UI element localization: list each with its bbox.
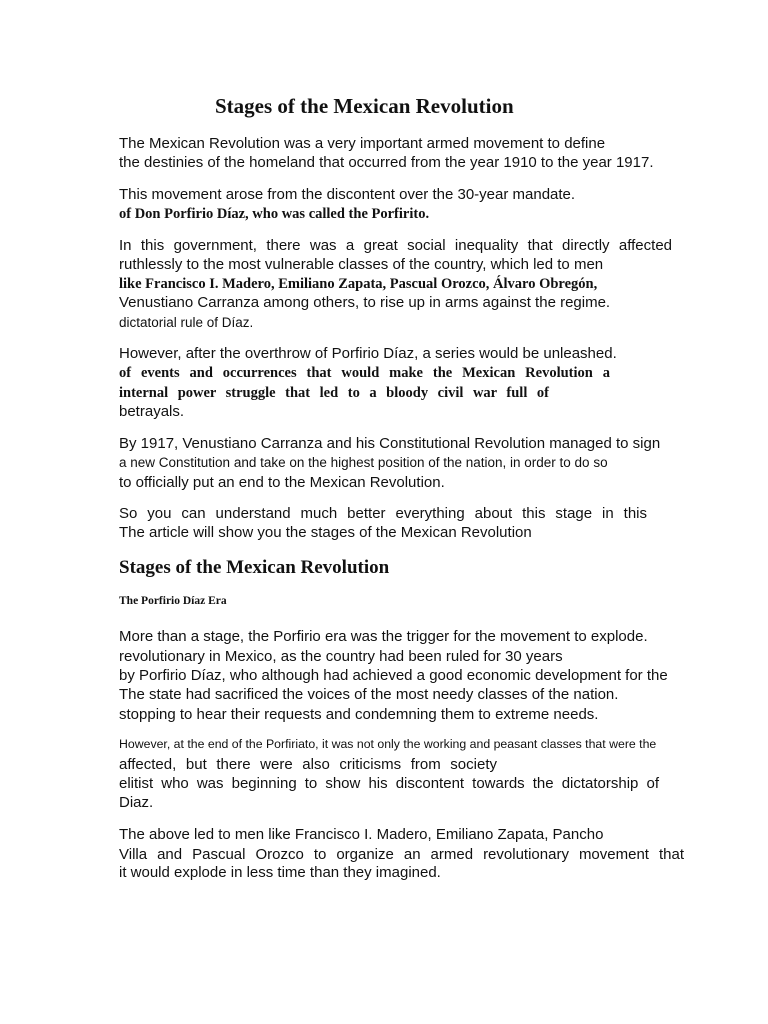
paragraph-6-line-1: So you can understand much better everything about this stage in this	[119, 505, 647, 522]
paragraph-6-line-2: The article will show you the stages of the Mexican Revolution	[119, 524, 532, 541]
paragraph-4-line-3: internal power struggle that led to a bloody civil war full of	[119, 385, 549, 401]
paragraph-2-line-1: This movement arose from the discontent over the 30-year mandate.	[119, 186, 576, 203]
paragraph-5-line-1: By 1917, Venustiano Carranza and his Constitutional Revolution managed to sign	[119, 435, 661, 452]
paragraph-9-line-1: The above led to men like Francisco I. Madero, Emiliano Zapata, Pancho	[119, 826, 604, 843]
paragraph-3-line-2: ruthlessly to the most vulnerable classes of the country, which led to men	[119, 256, 604, 273]
paragraph-4-line-4: betrayals.	[119, 403, 185, 420]
paragraph-4-line-2: of events and occurrences that would make the Mexican Revolution a	[119, 365, 610, 381]
paragraph-7-line-1: More than a stage, the Porfirio era was the trigger for the movement to explode.	[119, 628, 648, 645]
paragraph-8-line-1: However, at the end of the Porfiriato, it was not only the working and peasant classes that were the	[119, 737, 657, 751]
paragraph-5-line-3: to officially put an end to the Mexican Revolution.	[119, 474, 445, 491]
paragraph-3-line-3: like Francisco I. Madero, Emiliano Zapata, Pascual Orozco, Álvaro Obregón,	[119, 276, 598, 292]
paragraph-4-line-1: However, after the overthrow of Porfirio Díaz, a series would be unleashed.	[119, 345, 617, 362]
paragraph-3-line-1: In this government, there was a great social inequality that directly affected	[119, 237, 672, 254]
paragraph-3-line-5: dictatorial rule of Díaz.	[119, 315, 254, 330]
section-heading: Stages of the Mexican Revolution	[119, 557, 390, 578]
paragraph-9-line-3: it would explode in less time than they imagined.	[119, 864, 441, 881]
paragraph-3-line-4: Venustiano Carranza among others, to rise up in arms against the regime.	[119, 294, 611, 311]
paragraph-8-line-4: Diaz.	[119, 794, 154, 811]
paragraph-5-line-2: a new Constitution and take on the highest position of the nation, in order to do so	[119, 455, 608, 470]
paragraph-7-line-3: by Porfirio Díaz, who although had achieved a good economic development for the	[119, 667, 668, 684]
paragraph-1-line-2: the destinies of the homeland that occurred from the year 1910 to the year 1917.	[119, 154, 654, 171]
paragraph-8-line-3: elitist who was beginning to show his discontent towards the dictatorship of	[119, 775, 659, 792]
paragraph-9-line-2: Villa and Pascual Orozco to organize an armed revolutionary movement that	[119, 846, 684, 863]
paragraph-7-line-5: stopping to hear their requests and condemning them to extreme needs.	[119, 706, 599, 723]
subsection-heading: The Porfirio Díaz Era	[119, 595, 227, 607]
document-title: Stages of the Mexican Revolution	[215, 94, 514, 118]
paragraph-8-line-2: affected, but there were also criticisms from society	[119, 756, 497, 773]
paragraph-1-line-1: The Mexican Revolution was a very important armed movement to define	[119, 135, 606, 152]
paragraph-2-line-2: of Don Porfirio Díaz, who was called the Porfirito.	[119, 206, 430, 222]
paragraph-7-line-2: revolutionary in Mexico, as the country had been ruled for 30 years	[119, 648, 563, 665]
paragraph-7-line-4: The state had sacrificed the voices of the most needy classes of the nation.	[119, 686, 619, 703]
